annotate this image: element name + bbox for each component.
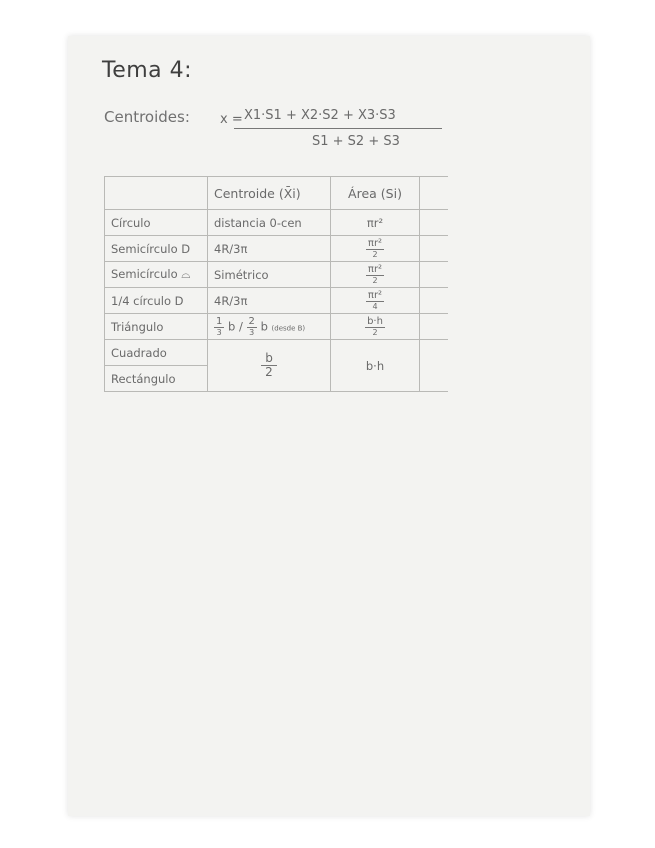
- table-row: [105, 262, 449, 288]
- centroid-numerator: b: [261, 352, 277, 366]
- centroid-denominator: 2: [265, 365, 273, 379]
- centroid-frac-b-num: 2: [248, 315, 255, 327]
- centroid-mid: b /: [228, 319, 247, 333]
- centroid-cell: [208, 340, 331, 392]
- area-cell: [331, 262, 420, 288]
- centroid-frac-a-num: 1: [216, 315, 223, 327]
- centroid-frac-b-den: 3: [249, 327, 255, 337]
- area-cell: b·h: [331, 340, 420, 392]
- area-numerator: b·h: [367, 315, 383, 327]
- formula-numerator: X1·S1 + X2·S2 + X3·S3: [244, 108, 396, 123]
- area-numerator: πr²: [367, 263, 383, 275]
- centroid-note: (desde B): [271, 324, 306, 332]
- centroid-cell: 4R/3π: [208, 288, 331, 314]
- area-cell: [331, 288, 420, 314]
- header-centroid: Centroide (X̄i): [208, 177, 331, 210]
- centroid-cell: Simétrico: [208, 262, 331, 288]
- shape-cell: Rectángulo: [105, 366, 208, 392]
- table-header-row: [105, 177, 449, 210]
- formula-denominator: S1 + S2 + S3: [312, 134, 400, 149]
- centroid-tail: b: [260, 319, 268, 333]
- area-cell: [331, 236, 420, 262]
- table-row: [105, 210, 449, 236]
- shape-cell: Triángulo: [105, 314, 208, 340]
- header-empty: [105, 177, 208, 210]
- table-row: [105, 236, 449, 262]
- area-denominator: 2: [372, 275, 378, 285]
- table-row: [105, 314, 449, 340]
- shape-cell: 1/4 círculo D: [105, 288, 208, 314]
- shape-cell: Semicírculo D: [105, 236, 208, 262]
- shape-cell: Círculo: [105, 210, 208, 236]
- area-numerator: πr²: [367, 237, 383, 249]
- header-area: Área (Si): [331, 177, 420, 210]
- table-row: [105, 340, 449, 366]
- shape-cell: Cuadrado: [105, 340, 208, 366]
- fraction-bar: [234, 128, 442, 129]
- centroid-frac-a-den: 3: [216, 327, 222, 337]
- centroid-cell: distancia 0-cen: [208, 210, 331, 236]
- formula-x: x =: [220, 112, 243, 127]
- notebook-page: [68, 36, 590, 816]
- table-margin-cell: [420, 177, 449, 210]
- centroid-table: [104, 176, 448, 392]
- area-cell: [331, 314, 420, 340]
- area-denominator: 2: [372, 249, 378, 259]
- area-cell: πr²: [331, 210, 420, 236]
- centroid-label: Centroides:: [104, 108, 190, 126]
- page-title: Tema 4:: [102, 58, 193, 83]
- centroid-formula: [220, 104, 446, 162]
- area-denominator: 2: [372, 327, 378, 337]
- table-row: [105, 288, 449, 314]
- centroid-cell: 4R/3π: [208, 236, 331, 262]
- centroid-cell: [208, 314, 331, 340]
- area-numerator: πr²: [367, 289, 383, 301]
- area-denominator: 4: [372, 301, 378, 311]
- shape-cell: Semicírculo ⌓: [105, 262, 208, 288]
